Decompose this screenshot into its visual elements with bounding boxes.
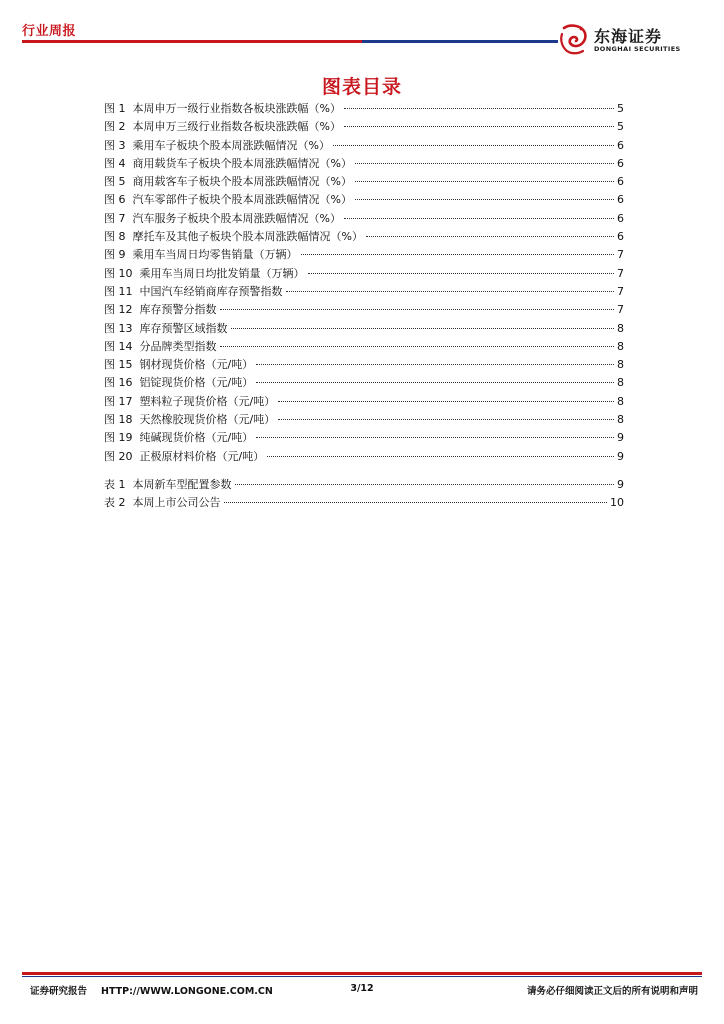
toc-entry-page: 8 bbox=[617, 413, 624, 427]
toc-entry-text bbox=[104, 283, 283, 301]
toc-dot-leader bbox=[344, 126, 614, 127]
report-type-label: 行业周报 bbox=[22, 24, 77, 39]
toc-dot-leader bbox=[301, 254, 615, 255]
toc-entry-text bbox=[104, 155, 352, 173]
toc-figure-entry[interactable] bbox=[104, 411, 624, 429]
toc-dot-leader bbox=[235, 484, 615, 485]
toc-dot-leader bbox=[278, 419, 614, 420]
table-list bbox=[104, 476, 624, 513]
toc-entry-text bbox=[104, 301, 217, 319]
toc-entry-title: 本周上市公司公告 bbox=[132, 496, 221, 510]
toc-dot-leader bbox=[256, 437, 614, 438]
toc-dot-leader bbox=[344, 108, 614, 109]
toc-figure-entry[interactable] bbox=[104, 155, 624, 173]
toc-entry-label: 图 17 bbox=[104, 394, 133, 408]
toc-entry-title: 本周新车型配置参数 bbox=[132, 477, 232, 491]
toc-entry-label: 图 9 bbox=[104, 248, 126, 262]
toc-entry-label: 表 1 bbox=[104, 477, 126, 491]
toc-entry-title: 天然橡胶现货价格（元/吨） bbox=[139, 413, 276, 427]
toc-dot-leader bbox=[256, 364, 614, 365]
toc-figure-entry[interactable] bbox=[104, 356, 624, 374]
toc-entry-title: 乘用车当周日均零售销量（万辆） bbox=[132, 248, 298, 262]
toc-entry-text bbox=[104, 411, 275, 429]
toc-table-entry[interactable] bbox=[104, 476, 624, 494]
toc-entry-text bbox=[104, 191, 352, 209]
toc-entry-label: 图 16 bbox=[104, 376, 133, 390]
toc-dot-leader bbox=[366, 236, 614, 237]
dragon-logo-icon bbox=[556, 22, 590, 56]
toc-entry-label: 图 20 bbox=[104, 449, 133, 463]
toc-table-entry[interactable] bbox=[104, 494, 624, 512]
toc-entry-title: 正极原材料价格（元/吨） bbox=[139, 449, 265, 463]
toc-entry-text bbox=[104, 228, 363, 246]
toc-figure-entry[interactable] bbox=[104, 301, 624, 319]
toc-entry-label: 图 6 bbox=[104, 193, 126, 207]
toc-figure-entry[interactable] bbox=[104, 448, 624, 466]
toc-entry-text bbox=[104, 246, 298, 264]
logo-chinese-name: 东海证券 bbox=[594, 27, 663, 46]
toc-entry-title: 摩托车及其他子板块个股本周涨跌幅情况（%） bbox=[132, 230, 363, 244]
toc-entry-title: 铝锭现货价格（元/吨） bbox=[139, 376, 254, 390]
toc-figure-entry[interactable] bbox=[104, 338, 624, 356]
toc-entry-title: 乘用车子板块个股本周涨跌幅情况（%） bbox=[132, 138, 330, 152]
toc-entry-page: 5 bbox=[617, 102, 624, 115]
toc-entry-page: 8 bbox=[617, 321, 624, 335]
company-logo bbox=[556, 22, 706, 56]
footer-report-label: 证券研究报告 bbox=[30, 986, 88, 997]
toc-entry-page: 7 bbox=[617, 303, 624, 317]
toc-dot-leader bbox=[224, 502, 608, 503]
toc-entry-label: 图 7 bbox=[104, 211, 126, 225]
toc-entry-title: 库存预警区域指数 bbox=[139, 321, 228, 335]
footer-disclaimer: 请务必仔细阅读正文后的所有说明和声明 bbox=[526, 986, 698, 997]
toc-entry-text bbox=[104, 137, 330, 155]
toc-entry-text bbox=[104, 338, 217, 356]
toc-entry-text bbox=[104, 494, 221, 512]
toc-figure-entry[interactable] bbox=[104, 246, 624, 264]
toc-entry-title: 纯碱现货价格（元/吨） bbox=[139, 431, 254, 445]
toc-entry-label: 图 15 bbox=[104, 358, 133, 372]
toc-entry-page: 9 bbox=[617, 477, 624, 491]
toc-entry-title: 商用载客车子板块个股本周涨跌幅情况（%） bbox=[132, 175, 352, 189]
toc-entry-page: 9 bbox=[617, 449, 624, 463]
toc-entry-page: 7 bbox=[617, 248, 624, 262]
toc-figure-entry[interactable] bbox=[104, 374, 624, 392]
toc-entry-text bbox=[104, 448, 264, 466]
toc-figure-entry[interactable] bbox=[104, 210, 624, 228]
toc-entry-text bbox=[104, 100, 341, 118]
toc-entry-text bbox=[104, 356, 253, 374]
footer-divider-blue bbox=[22, 976, 702, 977]
figure-list bbox=[104, 100, 624, 466]
toc-entry-page: 7 bbox=[617, 266, 624, 280]
toc-entry-page: 6 bbox=[617, 175, 624, 189]
toc-entry-text bbox=[104, 320, 228, 338]
toc-entry-page: 10 bbox=[610, 496, 624, 510]
toc-entry-title: 本周申万一级行业指数各板块涨跌幅（%） bbox=[132, 102, 341, 115]
toc-entry-title: 钢材现货价格（元/吨） bbox=[139, 358, 254, 372]
toc-entry-label: 表 2 bbox=[104, 496, 126, 510]
toc-dot-leader bbox=[355, 181, 614, 182]
toc-entry-text bbox=[104, 374, 253, 392]
toc-dot-leader bbox=[344, 218, 614, 219]
toc-dot-leader bbox=[355, 163, 614, 164]
toc-entry-page: 8 bbox=[617, 394, 624, 408]
toc-dot-leader bbox=[231, 328, 615, 329]
toc-title: 图表目录 bbox=[321, 76, 402, 98]
toc-entry-label: 图 13 bbox=[104, 321, 133, 335]
footer-url-link[interactable]: HTTP://WWW.LONGONE.COM.CN bbox=[101, 986, 273, 997]
toc-entry-page: 6 bbox=[617, 230, 624, 244]
toc-entry-page: 8 bbox=[617, 339, 624, 353]
toc-entry-label: 图 12 bbox=[104, 303, 133, 317]
toc-entry-text bbox=[104, 118, 341, 136]
toc-dot-leader bbox=[267, 456, 614, 457]
toc-entry-page: 9 bbox=[617, 431, 624, 445]
toc-entry-label: 图 18 bbox=[104, 413, 133, 427]
toc-figure-entry[interactable] bbox=[104, 265, 624, 283]
toc-entry-title: 本周申万三级行业指数各板块涨跌幅（%） bbox=[132, 120, 341, 134]
toc-entry-text bbox=[104, 210, 341, 228]
toc-entry-page: 8 bbox=[617, 376, 624, 390]
toc-dot-leader bbox=[278, 401, 614, 402]
toc-entry-label: 图 2 bbox=[104, 120, 126, 134]
toc-dot-leader bbox=[355, 199, 614, 200]
toc-entry-page: 6 bbox=[617, 156, 624, 170]
toc-dot-leader bbox=[308, 273, 615, 274]
toc-entry-title: 塑料粒子现货价格（元/吨） bbox=[139, 394, 276, 408]
toc-dot-leader bbox=[333, 145, 614, 146]
toc-entry-label: 图 14 bbox=[104, 339, 133, 353]
logo-english-name: DONGHAI SECURITIES bbox=[594, 45, 681, 53]
toc-dot-leader bbox=[220, 346, 615, 347]
toc-entry-page: 5 bbox=[617, 120, 624, 134]
footer-left bbox=[30, 983, 273, 997]
list-spacer bbox=[104, 466, 624, 476]
toc-figure-entry[interactable] bbox=[104, 173, 624, 191]
toc-entry-text bbox=[104, 393, 275, 411]
toc-entry-title: 汽车零部件子板块个股本周涨跌幅情况（%） bbox=[132, 193, 352, 207]
toc-entry-title: 商用载货车子板块个股本周涨跌幅情况（%） bbox=[132, 156, 352, 170]
toc-entry-label: 图 3 bbox=[104, 138, 126, 152]
toc-figure-entry[interactable] bbox=[104, 191, 624, 209]
toc-entry-label: 图 1 bbox=[104, 102, 126, 115]
toc-entry-text bbox=[104, 265, 305, 283]
toc-entry-text bbox=[104, 429, 253, 447]
toc-figure-entry[interactable] bbox=[104, 283, 624, 301]
toc-entry-text bbox=[104, 173, 352, 191]
page-number: 3/12 bbox=[350, 983, 374, 994]
toc-entry-label: 图 4 bbox=[104, 156, 126, 170]
toc-dot-leader bbox=[256, 382, 614, 383]
toc-entry-title: 乘用车当周日均批发销量（万辆） bbox=[139, 266, 305, 280]
toc-entry-text bbox=[104, 476, 232, 494]
toc-entry-page: 7 bbox=[617, 284, 624, 298]
footer-divider-red bbox=[22, 972, 702, 975]
toc-entry-label: 图 10 bbox=[104, 266, 133, 280]
toc-entry-title: 中国汽车经销商库存预警指数 bbox=[139, 284, 283, 298]
toc-dot-leader bbox=[286, 291, 615, 292]
toc-dot-leader bbox=[220, 309, 615, 310]
toc-figure-entry[interactable] bbox=[104, 429, 624, 447]
toc-entry-title: 分品牌类型指数 bbox=[139, 339, 217, 353]
toc-entry-page: 6 bbox=[617, 211, 624, 225]
toc-entry-label: 图 19 bbox=[104, 431, 133, 445]
toc-entry-page: 6 bbox=[617, 138, 624, 152]
toc-figure-entry[interactable] bbox=[104, 320, 624, 338]
toc-entry-label: 图 11 bbox=[104, 284, 133, 298]
toc-figure-entry[interactable] bbox=[104, 100, 624, 118]
toc-entry-title: 库存预警分指数 bbox=[139, 303, 217, 317]
toc-figure-entry[interactable] bbox=[104, 228, 624, 246]
toc-figure-entry[interactable] bbox=[104, 118, 624, 136]
toc-entry-page: 6 bbox=[617, 193, 624, 207]
toc-entry-title: 汽车服务子板块个股本周涨跌幅情况（%） bbox=[132, 211, 341, 225]
toc-entry-label: 图 8 bbox=[104, 230, 126, 244]
toc-figure-entry[interactable] bbox=[104, 137, 624, 155]
table-of-figures bbox=[104, 100, 624, 513]
header-divider-blue bbox=[362, 40, 558, 43]
header-divider-red bbox=[22, 40, 362, 43]
toc-figure-entry[interactable] bbox=[104, 393, 624, 411]
toc-entry-label: 图 5 bbox=[104, 175, 126, 189]
toc-entry-page: 8 bbox=[617, 358, 624, 372]
